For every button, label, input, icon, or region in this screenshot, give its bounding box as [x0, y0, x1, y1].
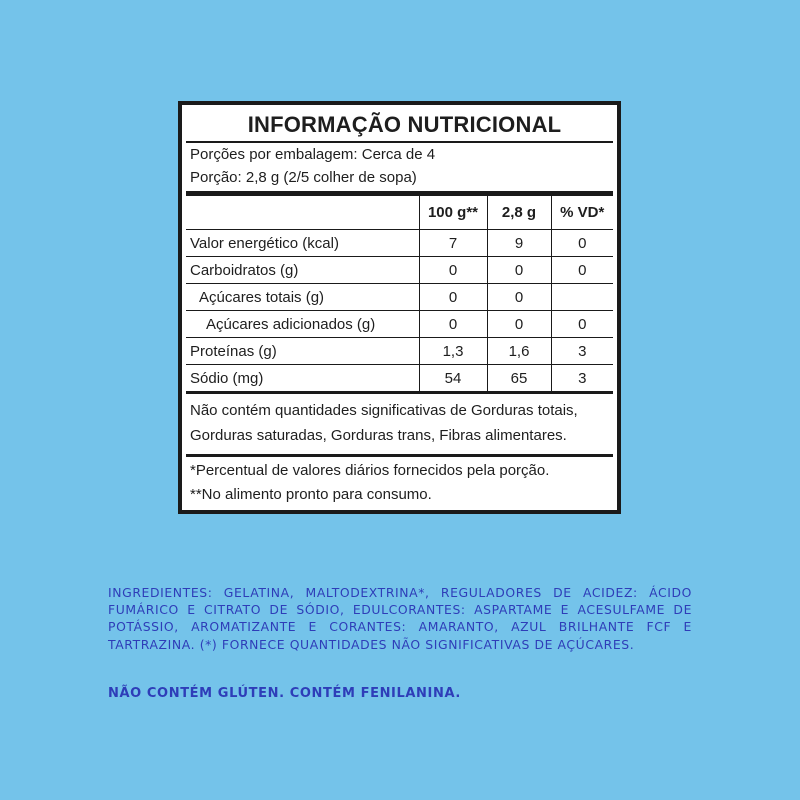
- value-daily: [551, 284, 613, 311]
- allergen-notice: NÃO CONTÉM GLÚTEN. CONTÉM FENILANINA.: [108, 686, 461, 701]
- table-row: [186, 365, 613, 392]
- value-daily: 0: [551, 257, 613, 284]
- value-per-100g: 0: [419, 284, 487, 311]
- value-per-100g: 1,3: [419, 338, 487, 365]
- value-per-100g: 0: [419, 257, 487, 284]
- table-row: [186, 338, 613, 365]
- nutrition-title: INFORMAÇÃO NUTRICIONAL: [186, 105, 613, 143]
- table-row: [186, 230, 613, 257]
- footnotes: [186, 454, 613, 507]
- not-significant-note: Não contém quantidades significativas de Gorduras totais, Gorduras saturadas, Gorduras trans, Fibras alimentares.: [186, 392, 613, 448]
- header-empty: [186, 196, 419, 230]
- table-row: [186, 284, 613, 311]
- footnote-ready-to-eat: **No alimento pronto para consumo.: [190, 486, 432, 503]
- value-per-100g: 7: [419, 230, 487, 257]
- footnote-daily-value: *Percentual de valores diários fornecidos pela porção.: [190, 462, 550, 479]
- nutrition-facts-label: [178, 101, 621, 514]
- header-per-serving: 2,8 g: [487, 196, 551, 230]
- nutrition-table: [186, 196, 613, 392]
- value-per-serving: 9: [487, 230, 551, 257]
- header-per-100g: 100 g**: [419, 196, 487, 230]
- servings-per-package: Porções por embalagem: Cerca de 4: [190, 146, 436, 163]
- nutrient-name: Sódio (mg): [186, 365, 419, 392]
- value-per-100g: 0: [419, 311, 487, 338]
- value-per-serving: 65: [487, 365, 551, 392]
- value-per-serving: 1,6: [487, 338, 551, 365]
- table-row: [186, 311, 613, 338]
- serving-info: [186, 143, 613, 189]
- table-row: [186, 257, 613, 284]
- value-per-100g: 54: [419, 365, 487, 392]
- value-per-serving: 0: [487, 284, 551, 311]
- nutrient-name: Açúcares adicionados (g): [186, 311, 419, 338]
- table-header-row: [186, 196, 613, 230]
- nutrient-name: Carboidratos (g): [186, 257, 419, 284]
- ingredients-text: INGREDIENTES: GELATINA, MALTODEXTRINA*, REGULADORES DE ACIDEZ: ÁCIDO FUMÁRICO E CITRATO DE SÓDIO, EDULCORANTES: ASPARTAME E ACESULFAME DE POTÁSSIO, AROMATIZANTE E CORANTES: AMARANTO, AZUL BRILHANTE FCF E TARTRAZINA. (*) FORNECE QUANTIDADES NÃO SIGNIFICATIVAS DE AÇÚCARES.: [108, 585, 692, 652]
- value-daily: 3: [551, 338, 613, 365]
- value-per-serving: 0: [487, 311, 551, 338]
- value-daily: 3: [551, 365, 613, 392]
- value-daily: 0: [551, 311, 613, 338]
- nutrient-name: Açúcares totais (g): [186, 284, 419, 311]
- header-daily-value: % VD*: [551, 196, 613, 230]
- value-daily: 0: [551, 230, 613, 257]
- value-per-serving: 0: [487, 257, 551, 284]
- nutrient-name: Proteínas (g): [186, 338, 419, 365]
- serving-size: Porção: 2,8 g (2/5 colher de sopa): [190, 169, 417, 186]
- nutrient-name: Valor energético (kcal): [186, 230, 419, 257]
